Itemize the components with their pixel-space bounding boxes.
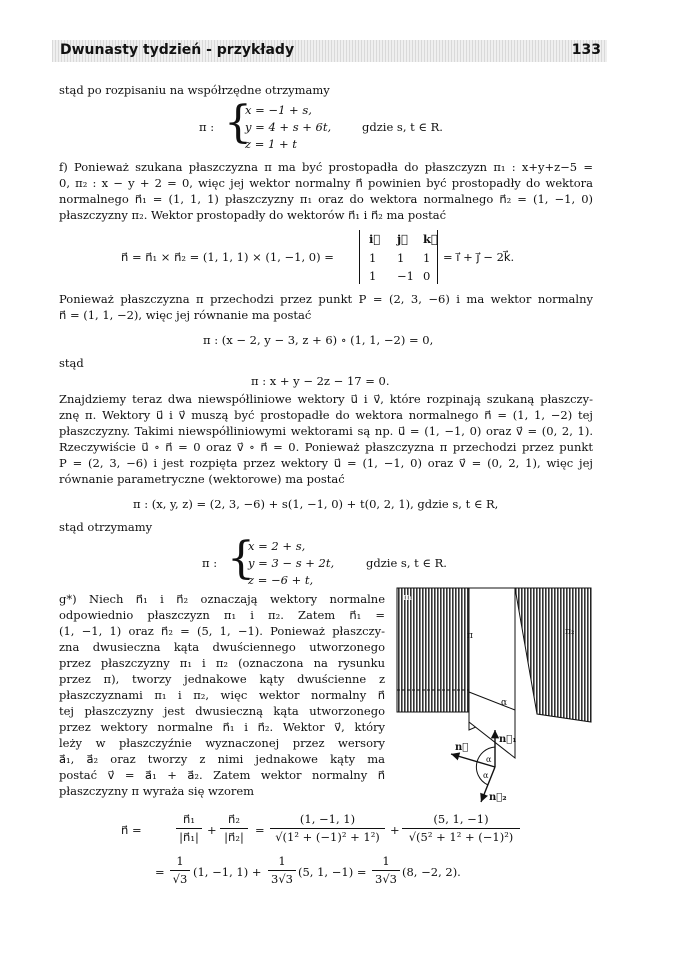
label-pi2: π₂	[565, 627, 575, 637]
paragraph-line: zna dwusieczna kąta dwuściennego utworzonego	[59, 640, 385, 654]
label-alpha-top: α	[501, 698, 508, 708]
plane-pi1	[397, 588, 469, 712]
paragraph-line: leży w płaszczyźnie wyznaczonej przez wersory	[59, 736, 385, 750]
paragraph-line: normalnego n⃗₁ = (1, 1, 1) płaszczyzny π₁ oraz do wektora normalnego n⃗₂ = (1, −1, 0)	[59, 192, 593, 206]
dihedral-angle-figure	[395, 582, 593, 808]
determinant-cell: j⃗	[397, 232, 409, 246]
system-row: x = −1 + s,	[245, 103, 312, 117]
paragraph-line: przez wektory normalne n⃗₁ i n⃗₂. Wektor v⃗, który	[59, 720, 385, 734]
paragraph-line: płaszczyzny. Takimi niewspółliniowymi wektorami są np. u⃗ = (1, −1, 0) oraz v⃗ = (0, 2, 1).	[59, 424, 593, 438]
fraction-numerator: 1	[382, 854, 390, 868]
fraction-denominator: |n⃗₂|	[224, 830, 244, 844]
formula-text: (1, −1, 1) +	[193, 865, 262, 879]
paragraph-line: odpowiednio płaszczyzn π₁ i π₂. Zatem n⃗₁ =	[59, 608, 385, 622]
fraction-numerator: n⃗₂	[228, 812, 240, 826]
label-pi: π	[467, 631, 473, 641]
text-line: stąd	[59, 356, 84, 370]
system-label: π :	[202, 556, 218, 570]
system-row: z = −6 + t,	[248, 573, 314, 587]
fraction-numerator: 1	[278, 854, 286, 868]
paragraph-line: Ponieważ płaszczyzna π przechodzi przez punkt P = (2, 3, −6) i ma wektor normalny	[59, 292, 593, 306]
fraction-numerator: (1, −1, 1)	[299, 812, 356, 826]
paragraph-line: postać v⃗ = a⃗₁ + a⃗₂. Zatem wektor normalny n⃗	[59, 768, 385, 782]
label-n2: n⃗₂	[489, 792, 507, 803]
determinant-cell: 0	[423, 269, 431, 283]
label-alpha-1: α	[486, 755, 492, 764]
fraction-numerator: n⃗₁	[183, 812, 195, 826]
formula-text: (5, 1, −1) =	[298, 865, 367, 879]
formula-text: (8, −2, 2).	[402, 865, 461, 879]
cross-product-rhs: = i⃗ + j⃗ − 2k⃗.	[443, 250, 515, 264]
fraction-denominator: 3√3	[271, 872, 293, 886]
text-line: stąd po rozpisaniu na współrzędne otrzymamy	[59, 83, 330, 97]
system-condition: gdzie s, t ∈ R.	[366, 556, 447, 570]
label-n1: n⃗₁	[499, 734, 517, 745]
fraction-bar	[170, 870, 190, 871]
chapter-title: Dwunasty tydzień - przykłady	[60, 42, 295, 58]
system-label: π :	[199, 120, 215, 134]
label-alpha-2: α	[483, 771, 489, 780]
fraction-denominator: |n⃗₁|	[179, 830, 199, 844]
formula-text: +	[390, 823, 400, 837]
fraction-bar	[372, 870, 400, 871]
paragraph-line: płaszczyzny π₂. Wektor prostopadły do wektorów n⃗₁ i n⃗₂ ma postać	[59, 208, 447, 222]
formula-text: +	[207, 823, 217, 837]
fraction-denominator: √(5² + 1² + (−1)²)	[408, 830, 514, 844]
determinant-cell: i⃗	[369, 232, 381, 246]
formula-lhs: n⃗ =	[121, 823, 142, 837]
fraction-bar	[402, 828, 520, 829]
fraction-denominator: 3√3	[375, 872, 397, 886]
system-row: y = 3 − s + 2t,	[248, 556, 335, 570]
paragraph-line: płaszczyzny π wyraża się wzorem	[59, 784, 255, 798]
paragraph-line: (1, −1, 1) oraz n⃗₂ = (5, 1, −1). Ponieważ płaszczy-	[59, 624, 385, 638]
cross-product-lhs: n⃗ = n⃗₁ × n⃗₂ = (1, 1, 1) × (1, −1, 0) =	[121, 250, 334, 264]
paragraph-line: Znajdziemy teraz dwa niewspółliniowe wektory u⃗ i v⃗, które rozpinają szukaną płaszczy-	[59, 392, 593, 406]
equation: π : (x − 2, y − 3, z + 6) ∘ (1, 1, −2) = 0,	[203, 333, 434, 347]
brace: {	[224, 97, 252, 148]
formula-text: =	[155, 865, 165, 879]
fraction-bar	[270, 828, 385, 829]
brace: {	[227, 533, 255, 584]
determinant-cell: −1	[397, 269, 414, 283]
system-row: y = 4 + s + 6t,	[245, 120, 332, 134]
fraction-denominator: √(1² + (−1)² + 1²)	[275, 830, 380, 844]
paragraph-line: przez π), tworzy jednakowe kąty dwuścienne z	[59, 672, 385, 686]
formula-text: =	[255, 823, 265, 837]
page-number: 133	[571, 42, 601, 58]
label-n: n⃗	[455, 742, 469, 753]
text-line: stąd otrzymamy	[59, 520, 153, 534]
determinant-cell: 1	[423, 251, 431, 265]
equation: π : (x, y, z) = (2, 3, −6) + s(1, −1, 0) + t(0, 2, 1), gdzie s, t ∈ R,	[133, 497, 499, 511]
paragraph-line: przez płaszczyzny π₁ i π₂ (oznaczona na rysunku	[59, 656, 385, 670]
paragraph-line: Rzeczywiście u⃗ ∘ n⃗ = 0 oraz v⃗ ∘ n⃗ = 0. Ponieważ płaszczyzna π przechodzi przez punkt	[59, 440, 593, 454]
running-header	[52, 40, 607, 62]
fraction-bar	[220, 828, 248, 829]
paragraph-line: płaszczyznami π₁ i π₂, więc wektor normalny n⃗	[59, 688, 385, 702]
determinant-cell: 1	[369, 251, 377, 265]
paragraph-line: n⃗ = (1, 1, −2), więc jej równanie ma postać	[59, 308, 312, 322]
paragraph-line: tej płaszczyzny jest dwusieczną kąta utworzonego	[59, 704, 385, 718]
determinant-bar-left	[359, 230, 360, 284]
fraction-numerator: 1	[176, 854, 184, 868]
paragraph-line: znę π. Wektory u⃗ i v⃗ muszą być prostopadłe do wektora normalnego n⃗ = (1, 1, −2) tej	[59, 408, 593, 422]
system-row: x = 2 + s,	[248, 539, 306, 553]
determinant-cell: k⃗	[423, 232, 438, 246]
fraction-bar	[176, 828, 202, 829]
fraction-denominator: √3	[172, 872, 188, 886]
fraction-numerator: (5, 1, −1)	[433, 812, 489, 826]
label-pi1: π₁	[403, 593, 413, 603]
paragraph-line: równanie parametryczne (wektorowe) ma postać	[59, 472, 345, 486]
paragraph-line: P = (2, 3, −6) i jest rozpięta przez wektory u⃗ = (1, −1, 0) oraz v⃗ = (0, 2, 1), więc jej	[59, 456, 593, 470]
determinant-cell: 1	[397, 251, 405, 265]
fraction-bar	[268, 870, 296, 871]
system-condition: gdzie s, t ∈ R.	[362, 120, 443, 134]
plane-pi2	[515, 588, 591, 722]
system-row: z = 1 + t	[245, 137, 297, 151]
paragraph-line: 0, π₂ : x − y + 2 = 0, więc jej wektor normalny n⃗ powinien być prostopadły do wektora	[59, 176, 593, 190]
paragraph-line: g*) Niech n⃗₁ i n⃗₂ oznaczają wektory normalne	[59, 592, 385, 606]
determinant-cell: 1	[369, 269, 377, 283]
paragraph-line: f) Ponieważ szukana płaszczyzna π ma być prostopadła do płaszczyzn π₁ : x+y+z−5 =	[59, 160, 593, 174]
paragraph-line: a⃗₁, a⃗₂ oraz tworzy z nimi jednakowe kąty ma	[59, 752, 385, 766]
equation: π : x + y − 2z − 17 = 0.	[251, 374, 390, 388]
